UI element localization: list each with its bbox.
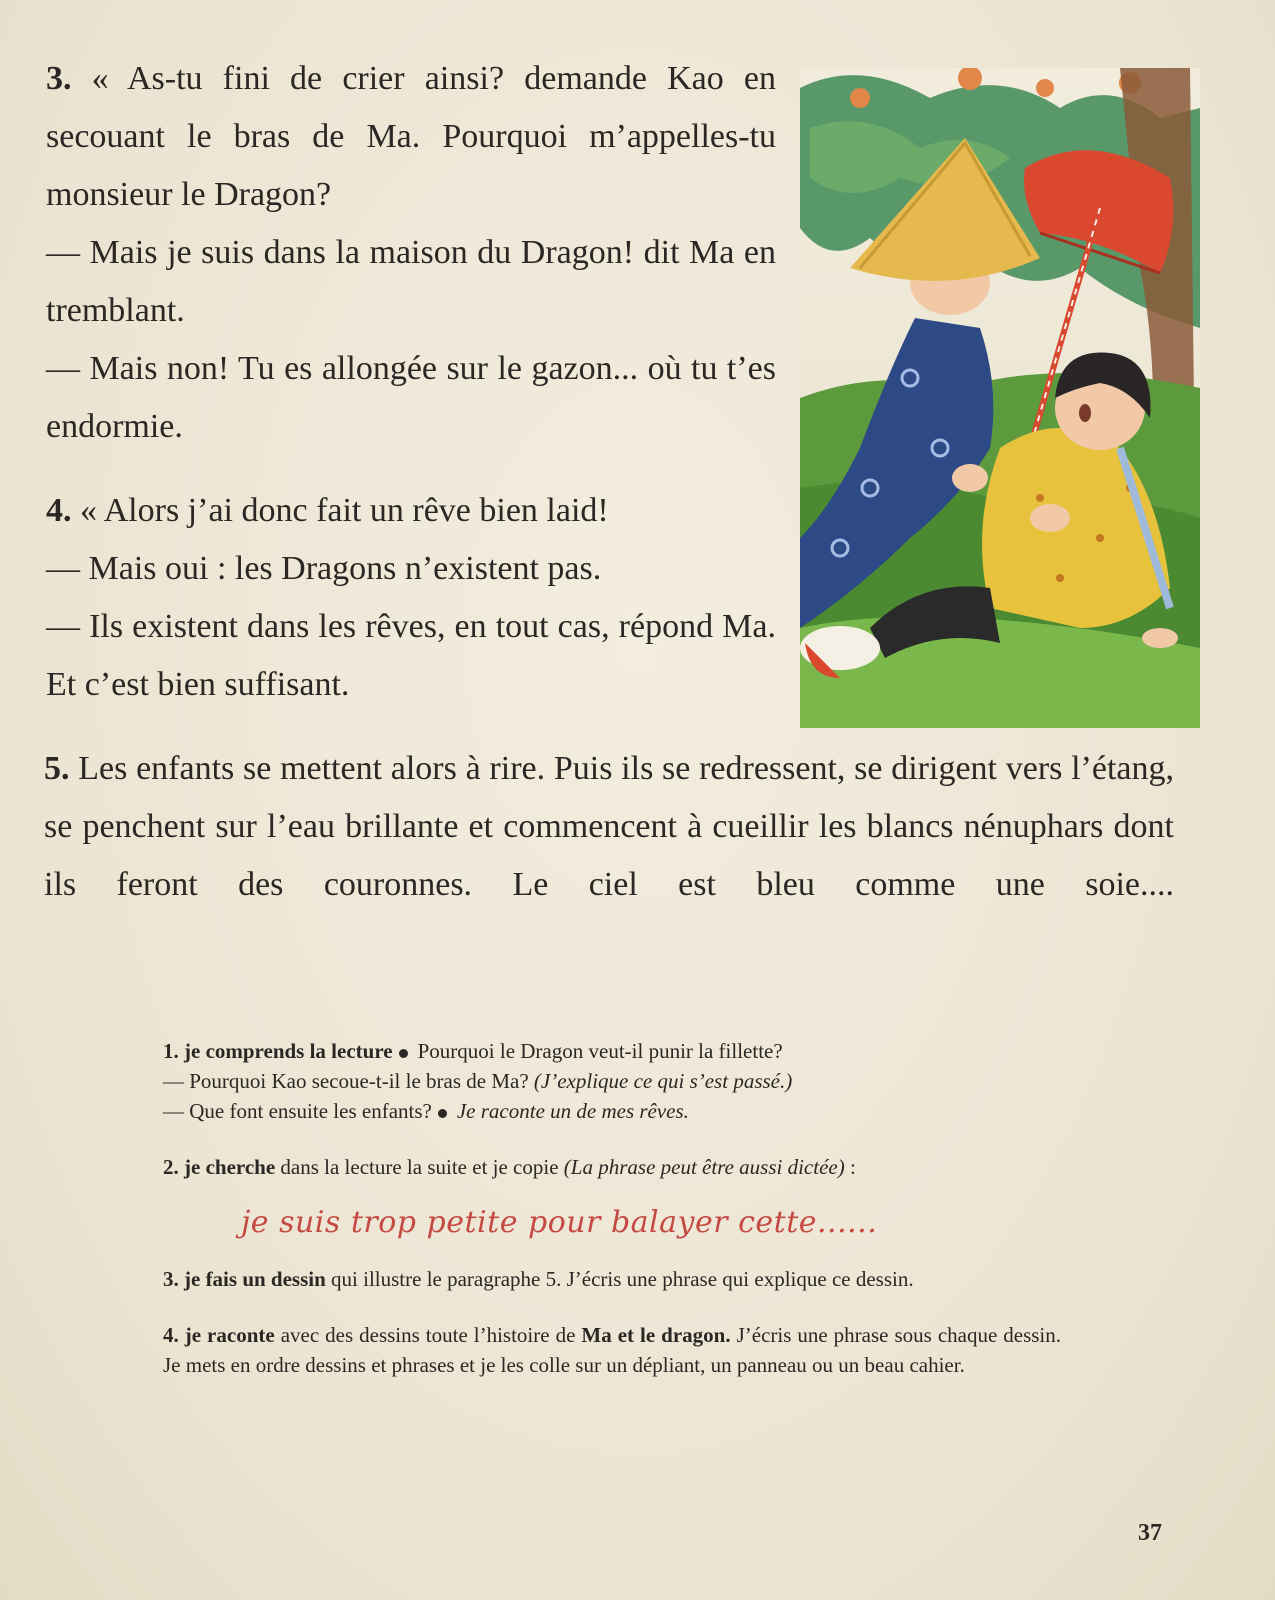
exercise-2	[163, 1152, 1061, 1182]
dialogue-line: — Ils existent dans les rêves, en tout cas, répond Ma. Et c’est bien suffisant.	[46, 608, 776, 703]
exercise-text: qui illustre le paragraphe 5. J’écris une phrase qui explique ce dessin.	[331, 1267, 914, 1291]
exercise-number: 2.	[163, 1155, 179, 1179]
exercise-3	[163, 1264, 1061, 1294]
dialogue-line: — Mais je suis dans la maison du Dragon! dit Ma en tremblant.	[46, 234, 776, 329]
exercise-title: je fais un dessin	[184, 1267, 326, 1291]
exercise-4	[163, 1320, 1061, 1380]
exercise-note: Je raconte un de mes rêves.	[456, 1099, 689, 1123]
exercises-section	[163, 1036, 1061, 1380]
paragraph-4	[46, 482, 776, 714]
exercise-number: 4.	[163, 1323, 179, 1347]
exercise-question: — Que font ensuite les enfants?	[163, 1099, 432, 1123]
exercise-text: J’écris une phrase sous chaque dessin. Je mets en ordre dessins et phrases et je les colle sur un dépliant, un panneau ou un beau cahier.	[163, 1323, 1062, 1377]
exercise-1	[163, 1036, 1061, 1126]
exercise-number: 3.	[163, 1267, 179, 1291]
bullet-icon	[399, 1049, 408, 1058]
exercise-question: — Pourquoi Kao secoue-t-il le bras de Ma?	[163, 1069, 529, 1093]
exercise-colon: :	[849, 1155, 856, 1179]
exercise-note: (La phrase peut être aussi dictée)	[563, 1155, 845, 1179]
paragraph-number: 4.	[46, 492, 72, 529]
paragraph-5	[44, 740, 1174, 914]
dialogue-line: — Mais oui : les Dragons n’existent pas.	[46, 550, 602, 587]
handwritten-copy-sentence: je suis trop petite pour balayer cette......	[241, 1205, 878, 1240]
exercise-title: je comprends la lecture	[184, 1039, 393, 1063]
dialogue-line: — Mais non! Tu es allongée sur le gazon... où tu t’es endormie.	[46, 350, 776, 445]
exercise-text: avec des dessins toute l’histoire de	[280, 1323, 576, 1347]
narration-text: Les enfants se mettent alors à rire. Puis ils se redressent, se dirigent vers l’étang, se penchent sur l’eau brillante et commencent à cueillir les blancs nénuphars dont ils feront des couronnes. Le ciel est bleu comme une soie....	[44, 750, 1175, 903]
illustration-children-under-umbrella	[800, 68, 1200, 728]
exercise-question: Pourquoi le Dragon veut-il punir la fillette?	[417, 1039, 783, 1063]
exercise-title: je cherche	[184, 1155, 276, 1179]
dialogue-line: « As-tu fini de crier ainsi? demande Kao en secouant le bras de Ma. Pourquoi m’appelles-tu monsieur le Dragon?	[46, 60, 777, 213]
exercise-note: (J’explique ce qui s’est passé.)	[533, 1069, 793, 1093]
story-title: Ma et le dragon.	[581, 1323, 731, 1347]
dialogue-line: « Alors j’ai donc fait un rêve bien laid!	[80, 492, 609, 529]
paragraph-number: 3.	[46, 60, 72, 97]
exercise-number: 1.	[163, 1039, 179, 1063]
paragraph-number: 5.	[44, 750, 70, 787]
exercise-title: je raconte	[184, 1323, 275, 1347]
exercise-text: dans la lecture la suite et je copie	[280, 1155, 559, 1179]
bullet-icon	[438, 1109, 447, 1118]
page-number: 37	[1138, 1520, 1162, 1546]
paragraph-3	[46, 50, 776, 456]
